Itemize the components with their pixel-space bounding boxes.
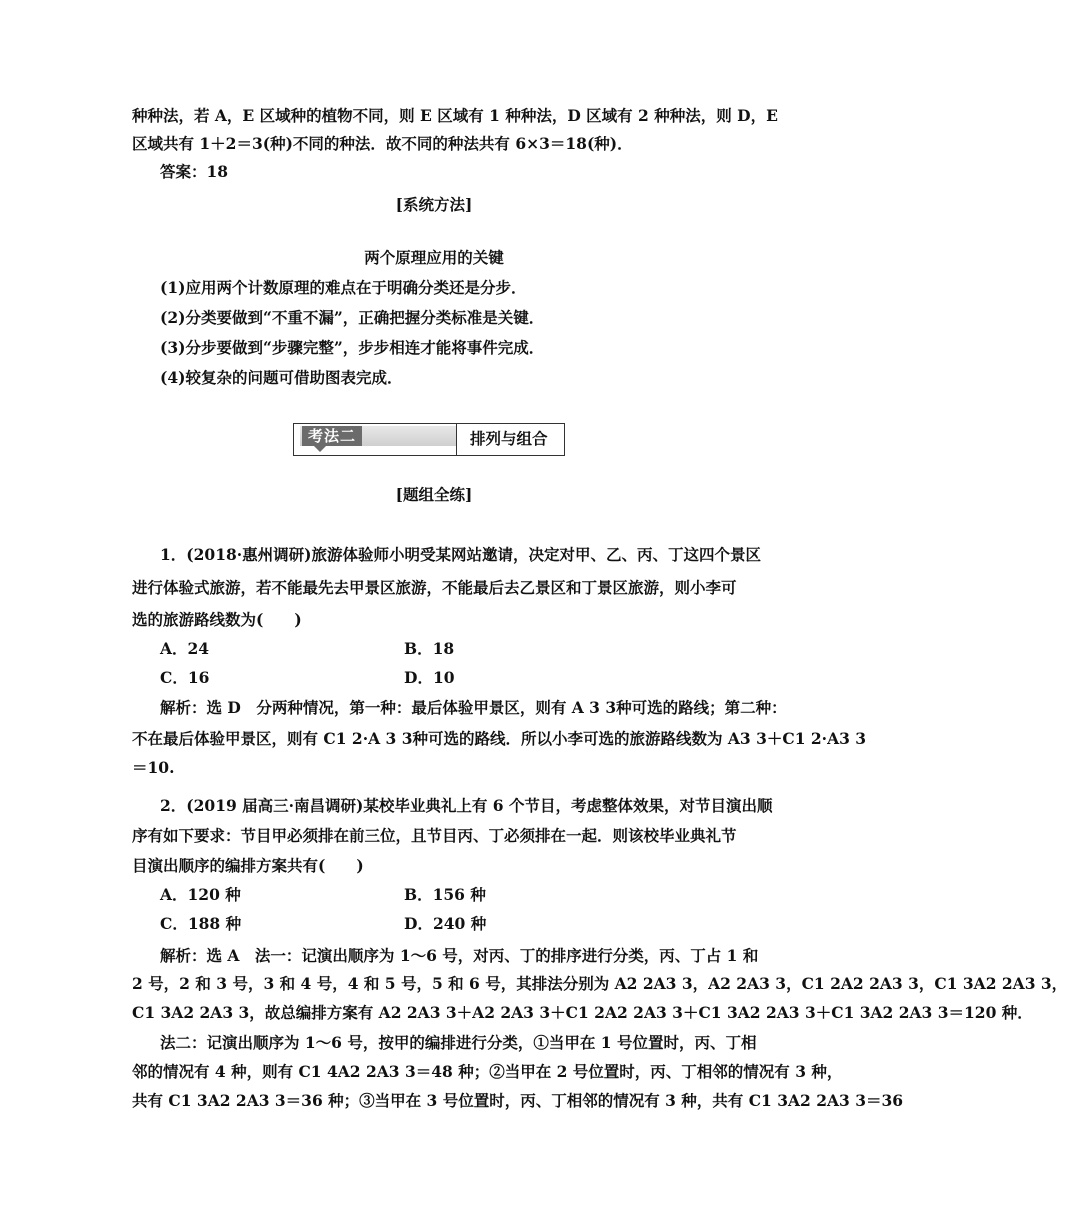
- q1-solution-2: 不在最后体验甲景区，则有 C1 2·A 3 3种可选的路线．所以小李可选的旅游路线数为 A3 3＋C1 2·A3 3: [132, 729, 867, 748]
- q1-solution-3: ＝10.: [132, 758, 175, 777]
- section-heading-group-practice: [题组全练]: [395, 485, 473, 504]
- q2-option-a: A．120 种: [160, 885, 241, 904]
- q2-solution-3: C1 3A2 2A3 3，故总编排方案有 A2 2A3 3＋A2 2A3 3＋C1 2A2 2A3 3＋C1 3A2 2A3 3＋C1 3A2 2A3 3＝120 种．: [132, 1003, 1033, 1022]
- text-line: 区域共有 1＋2＝3(种)不同的种法．故不同的种法共有 6×3＝18(种)．: [132, 134, 633, 153]
- q1-option-c: C．16: [160, 668, 210, 687]
- q2-line-1: 2．(2019 届高三·南昌调研)某校毕业典礼上有 6 个节目，考虑整体效果，对节目演出顺: [160, 796, 773, 815]
- key-point-2: (2)分类要做到“不重不漏”，正确把握分类标准是关键．: [160, 308, 545, 327]
- key-point-3: (3)分步要做到“步骤完整”，步步相连才能将事件完成．: [160, 338, 545, 357]
- text-line: 种种法，若 A，E 区域种的植物不同，则 E 区域有 1 种种法，D 区域有 2 种种法，则 D，E: [132, 106, 778, 125]
- method-tag-label: 考法二: [302, 426, 362, 446]
- q2-line-3: 目演出顺序的编排方案共有( ): [132, 856, 364, 875]
- q1-line-1: 1．(2018·惠州调研)旅游体验师小明受某网站邀请，决定对甲、乙、丙、丁这四个景区: [160, 545, 761, 564]
- q1-option-a: A．24: [160, 639, 210, 658]
- q2-solution-4: 法二：记演出顺序为 1～6 号，按甲的编排进行分类，①当甲在 1 号位置时，丙、丁相: [160, 1033, 757, 1052]
- banner-divider: [456, 424, 457, 455]
- q2-solution-5: 邻的情况有 4 种，则有 C1 4A2 2A3 3＝48 种；②当甲在 2 号位置时，丙、丁相邻的情况有 3 种，: [132, 1062, 843, 1081]
- q1-line-3: 选的旅游路线数为( ): [132, 610, 302, 629]
- q2-solution-1: 解析：选 A 法一：记演出顺序为 1～6 号，对丙、丁的排序进行分类，丙、丁占 1 和: [160, 946, 759, 965]
- q2-option-d: D．240 种: [404, 914, 487, 933]
- q2-solution-6: 共有 C1 3A2 2A3 3＝36 种；③当甲在 3 号位置时，丙、丁相邻的情况有 3 种，共有 C1 3A2 2A3 3＝36: [132, 1091, 904, 1110]
- key-points-title: 两个原理应用的关键: [364, 248, 504, 267]
- q2-line-2: 序有如下要求：节目甲必须排在前三位，且节目丙、丁必须排在一起．则该校毕业典礼节: [132, 826, 737, 845]
- q2-option-c: C．188 种: [160, 914, 242, 933]
- q1-line-2: 进行体验式旅游，若不能最先去甲景区旅游，不能最后去乙景区和丁景区旅游，则小李可: [132, 578, 737, 597]
- method-title: 排列与组合: [470, 429, 548, 448]
- key-point-1: (1)应用两个计数原理的难点在于明确分类还是分步．: [160, 278, 527, 297]
- q1-solution-1: 解析：选 D 分两种情况，第一种：最后体验甲景区，则有 A 3 3种可选的路线；第二种：: [160, 698, 787, 717]
- q1-option-d: D．10: [404, 668, 455, 687]
- section-heading-system-method: [系统方法]: [395, 195, 473, 214]
- q2-solution-2: 2 号，2 和 3 号，3 和 4 号，4 和 5 号，5 和 6 号，其排法分别为 A2 2A3 3，A2 2A3 3，C1 2A2 2A3 3，C1 3A2 2A3 3，: [132, 974, 1067, 993]
- key-point-4: (4)较复杂的问题可借助图表完成．: [160, 368, 403, 387]
- answer-line: 答案：18: [160, 162, 229, 181]
- q2-option-b: B．156 种: [404, 885, 486, 904]
- q1-option-b: B．18: [404, 639, 455, 658]
- method-banner: [293, 423, 565, 456]
- method-tag-bar: [300, 426, 457, 446]
- tag-pointer-icon: [314, 446, 326, 452]
